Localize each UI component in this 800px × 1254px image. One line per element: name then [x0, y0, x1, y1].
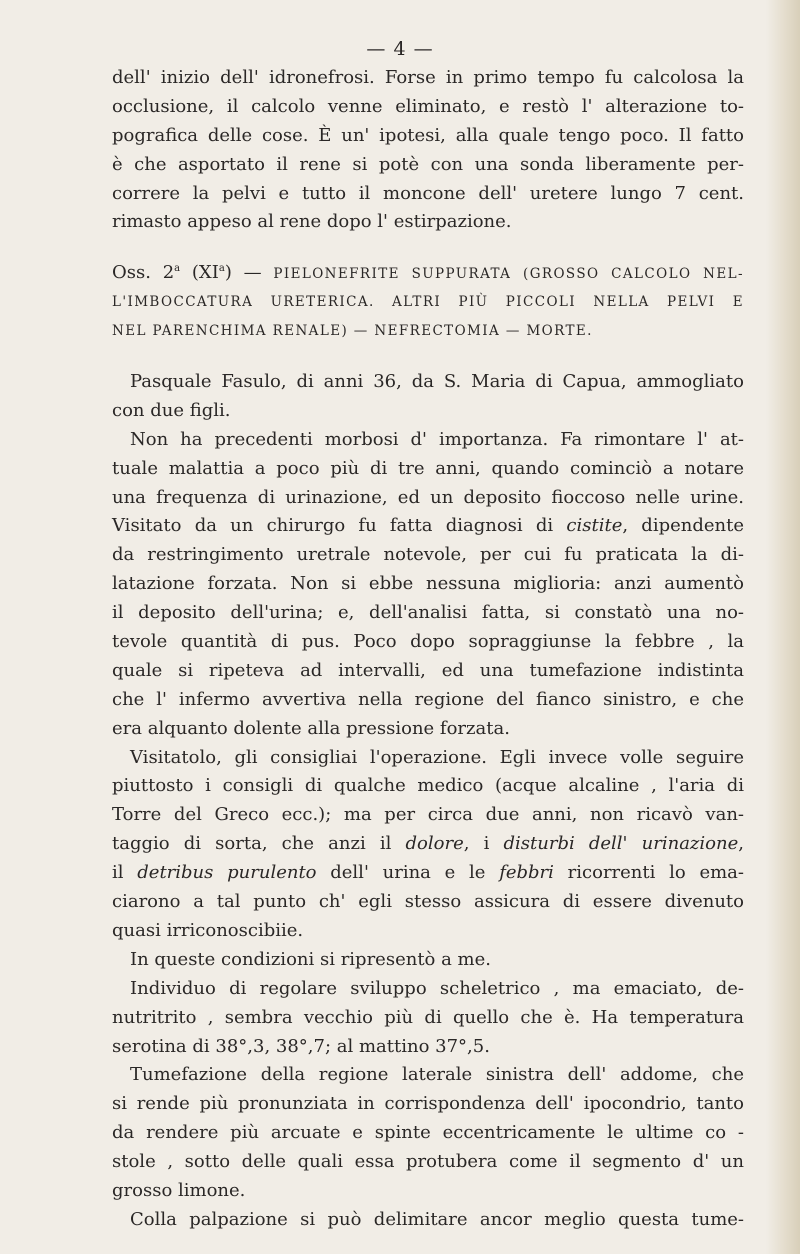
text-line: Individuo di regolare sviluppo scheletrico , ma emaciato, de-: [130, 977, 744, 999]
page-body: [112, 64, 744, 1235]
text-line: piuttosto i consigli di qualche medico (acque alcaline , l'aria di: [112, 775, 744, 797]
text-span: dell' urina e le: [316, 862, 500, 884]
text-line: da restringimento uretrale notevole, per cui fu praticata la di-: [112, 544, 744, 566]
text-line: è che asportato il rene si potè con una sonda liberamente per-: [112, 153, 744, 175]
text-line: Colla palpazione si può delimitare ancor meglio questa tume-: [130, 1208, 744, 1230]
oss-title-line-3: NEL PARENCHIMA RENALE) — NEFRECTOMIA — MORTE.: [112, 323, 593, 340]
text-line: tevole quantità di pus. Poco dopo sopraggiunse la febbre , la: [112, 631, 744, 653]
text-line: ciarono a tal punto ch' egli stesso assicura di essere divenuto: [112, 891, 744, 913]
text-span: Visitato da un chirurgo fu fatta diagnosi di: [112, 515, 567, 537]
observation-heading: [112, 259, 744, 288]
oss-roman-sup: a: [218, 263, 225, 275]
text-line: occlusione, il calcolo venne eliminato, e restò l' alterazione to-: [112, 95, 744, 117]
text-line: da rendere più arcuate e spinte eccentricamente le ultime co -: [112, 1122, 744, 1144]
text-line: una frequenza di urinazione, ed un deposito fioccoso nelle urine.: [112, 486, 744, 508]
text-line: quale si ripeteva ad intervalli, ed una tumefazione indistinta: [112, 659, 744, 681]
page-edge-shadow: [766, 0, 800, 1254]
text-line: In queste condizioni si ripresentò a me.: [130, 948, 492, 970]
oss-number: 2: [162, 262, 175, 284]
oss-number-sup: a: [174, 263, 181, 275]
text-line: tuale malattia a poco più di tre anni, quando cominciò a notare: [112, 457, 744, 479]
text-line: Tumefazione della regione laterale sinistra dell' addome, che: [130, 1064, 744, 1086]
section-gap: [112, 346, 744, 368]
page-number: — 4 —: [366, 38, 434, 60]
italic-term: detribus purulento: [137, 862, 317, 884]
text-span: il: [112, 862, 138, 884]
text-line: grosso limone.: [112, 1179, 246, 1201]
text-line: pografica delle cose. È un' ipotesi, alla quale tengo poco. Il fatto: [112, 124, 744, 146]
italic-term: dolore: [405, 833, 464, 855]
text-line: si rende più pronunziata in corrispondenza dell' ipocondrio, tanto: [112, 1093, 744, 1115]
text-line: con due figli.: [112, 399, 231, 421]
text-line: correre la pelvi e tutto il moncone dell' uretere lungo 7 cent.: [112, 182, 744, 204]
text-line: quasi irriconoscibiie.: [112, 919, 304, 941]
oss-title-line-1: PIELONEFRITE SUPPURATA (GROSSO CALCOLO NEL-: [273, 266, 744, 283]
oss-roman-close: ) —: [224, 262, 262, 284]
text-line: [112, 512, 744, 541]
text-span: ricorrenti lo ema-: [553, 862, 744, 884]
text-line: Visitatolo, gli consigliai l'operazione. Egli invece volle seguire: [130, 746, 744, 768]
text-span: taggio di sorta, che anzi il: [112, 833, 406, 855]
text-line: il deposito dell'urina; e, dell'analisi fatta, si constatò una no-: [112, 602, 744, 624]
text-span: ,: [738, 833, 744, 855]
oss-label: Oss.: [112, 262, 151, 284]
text-line: nutritrito , sembra vecchio più di quello che è. Ha temperatura: [112, 1006, 744, 1028]
oss-roman-open: (XI: [191, 262, 219, 284]
text-line: Non ha precedenti morbosi d' importanza. Fa rimontare l' at-: [130, 428, 744, 450]
text-line: [112, 830, 744, 859]
text-line: Torre del Greco ecc.); ma per circa due anni, non ricavò van-: [112, 804, 744, 826]
section-gap: [112, 237, 744, 259]
text-line: [112, 859, 744, 888]
italic-term: cistite: [566, 515, 623, 537]
text-line: latazione forzata. Non si ebbe nessuna miglioria: anzi aumentò: [112, 573, 744, 595]
text-line: rimasto appeso al rene dopo l' estirpazione.: [112, 211, 512, 233]
text-line: serotina di 38°,3, 38°,7; al mattino 37°,5.: [112, 1035, 490, 1057]
text-span: , i: [463, 833, 504, 855]
text-line: Pasquale Fasulo, di anni 36, da S. Maria di Capua, ammogliato: [130, 371, 744, 393]
text-span: , dipendente: [622, 515, 744, 537]
text-line: stole , sotto delle quali essa protubera come il segmento d' un: [112, 1151, 744, 1173]
text-line: dell' inizio dell' idronefrosi. Forse in primo tempo fu calcolosa la: [112, 67, 744, 88]
italic-term: disturbi dell' urinazione: [503, 833, 739, 855]
text-line: era alquanto dolente alla pressione forzata.: [112, 717, 510, 739]
oss-title-line-2: L'IMBOCCATURA URETERICA. ALTRI PIÙ PICCOLI NELLA PELVI E: [112, 294, 744, 311]
italic-term: febbri: [499, 862, 554, 884]
text-line: che l' infermo avvertiva nella regione del fianco sinistro, e che: [112, 688, 744, 710]
